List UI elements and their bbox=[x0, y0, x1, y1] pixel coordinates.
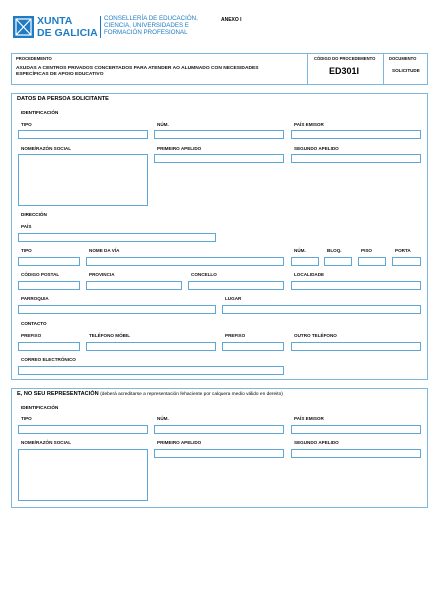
rep-tipo-field[interactable] bbox=[18, 425, 148, 434]
prefixo-2-field[interactable] bbox=[222, 342, 284, 351]
department-line-2: CIENCIA, UNIVERSIDADES E bbox=[104, 22, 189, 29]
tipo-field[interactable] bbox=[18, 130, 148, 139]
tipo-via-field[interactable] bbox=[18, 257, 80, 266]
logo-text-xunta: XUNTA bbox=[37, 15, 73, 27]
porta-field[interactable] bbox=[392, 257, 421, 266]
num-via-field[interactable] bbox=[291, 257, 319, 266]
telefono-movil-label: TELÉFONO MÓBIL bbox=[89, 333, 131, 338]
rep-tipo-label: TIPO bbox=[21, 416, 32, 421]
rep-nome-field[interactable] bbox=[18, 449, 148, 501]
concello-label: CONCELLO bbox=[191, 272, 217, 277]
correo-label: CORREO ELECTRÓNICO bbox=[21, 357, 76, 362]
rep-segundo-apelido-field[interactable] bbox=[291, 449, 421, 458]
representative-title bbox=[17, 391, 283, 397]
contacto-label: CONTACTO bbox=[21, 321, 47, 326]
prefixo-1-field[interactable] bbox=[18, 342, 80, 351]
procedure-divider-1 bbox=[307, 53, 308, 85]
tipo-via-label: TIPO bbox=[21, 248, 32, 253]
rep-pais-emisor-field[interactable] bbox=[291, 425, 421, 434]
rep-segundo-apelido-label: SEGUNDO APELIDO bbox=[294, 440, 339, 445]
provincia-field[interactable] bbox=[86, 281, 182, 290]
num-via-label: NÚM. bbox=[294, 248, 306, 253]
department-line-1: CONSELLERÍA DE EDUCACIÓN, bbox=[104, 15, 198, 22]
representative-title-text: E, NO SEU REPRESENTACIÓN bbox=[17, 391, 99, 397]
representative-identification-label: IDENTIFICACIÓN bbox=[21, 405, 59, 410]
procedure-code-value: ED301I bbox=[329, 66, 360, 76]
xunta-logo-icon bbox=[13, 16, 34, 38]
direccion-label: DIRECCIÓN bbox=[21, 212, 47, 217]
num-field[interactable] bbox=[154, 130, 284, 139]
nome-field[interactable] bbox=[18, 154, 148, 206]
rep-num-field[interactable] bbox=[154, 425, 284, 434]
bloq-label: BLOQ. bbox=[327, 248, 342, 253]
num-label: NÚM. bbox=[157, 122, 169, 127]
pais-emisor-label: PAÍS EMISOR bbox=[294, 122, 324, 127]
rep-num-label: NÚM. bbox=[157, 416, 169, 421]
piso-field[interactable] bbox=[358, 257, 386, 266]
applicant-title: DATOS DA PERSOA SOLICITANTE bbox=[17, 96, 109, 102]
pais-field[interactable] bbox=[18, 233, 216, 242]
primeiro-apelido-label: PRIMEIRO APELIDO bbox=[157, 146, 202, 151]
department-line-3: FORMACIÓN PROFESIONAL bbox=[104, 29, 188, 36]
logo-divider bbox=[100, 16, 101, 38]
prefixo-1-label: PREFIXO bbox=[21, 333, 42, 338]
concello-field[interactable] bbox=[188, 281, 284, 290]
outro-telefono-label: OUTRO TELÉFONO bbox=[294, 333, 337, 338]
correo-field[interactable] bbox=[18, 366, 284, 375]
pais-emisor-field[interactable] bbox=[291, 130, 421, 139]
procedure-divider-2 bbox=[383, 53, 384, 85]
piso-label: PISO bbox=[361, 248, 372, 253]
procedure-label: PROCEDEMENTO bbox=[16, 56, 52, 61]
telefono-movil-field[interactable] bbox=[86, 342, 216, 351]
pais-label: PAÍS bbox=[21, 224, 32, 229]
logo-text-galicia: DE GALICIA bbox=[37, 27, 98, 39]
codigo-postal-label: CÓDIGO POSTAL bbox=[21, 272, 60, 277]
codigo-postal-field[interactable] bbox=[18, 281, 80, 290]
annex-label: ANEXO I bbox=[221, 17, 242, 23]
localidade-field[interactable] bbox=[291, 281, 421, 290]
representative-note: (deberá acreditarse a representación fehaciente por calquera medio válido en dereito) bbox=[100, 392, 283, 397]
provincia-label: PROVINCIA bbox=[89, 272, 115, 277]
rep-pais-emisor-label: PAÍS EMISOR bbox=[294, 416, 324, 421]
procedure-code-label: CÓDIGO DO PROCEDEMENTO bbox=[314, 56, 376, 61]
nome-via-field[interactable] bbox=[86, 257, 284, 266]
segundo-apelido-label: SEGUNDO APELIDO bbox=[294, 146, 339, 151]
prefixo-2-label: PREFIXO bbox=[225, 333, 246, 338]
rep-primeiro-apelido-label: PRIMEIRO APELIDO bbox=[157, 440, 202, 445]
nome-via-label: NOME DA VÍA bbox=[89, 248, 120, 253]
parroquia-field[interactable] bbox=[18, 305, 216, 314]
segundo-apelido-field[interactable] bbox=[291, 154, 421, 163]
outro-telefono-field[interactable] bbox=[291, 342, 421, 351]
applicant-identification-label: IDENTIFICACIÓN bbox=[21, 110, 59, 115]
localidade-label: LOCALIDADE bbox=[294, 272, 325, 277]
tipo-label: TIPO bbox=[21, 122, 32, 127]
procedure-text-line-1: AXUDAS A CENTROS PRIVADOS CONCERTADOS PARA ATENDER AO ALUMNADO CON NECESIDADES bbox=[16, 66, 259, 71]
document-value: SOLICITUDE bbox=[392, 68, 420, 73]
lugar-field[interactable] bbox=[222, 305, 421, 314]
bloq-field[interactable] bbox=[324, 257, 352, 266]
document-label: DOCUMENTO bbox=[389, 56, 417, 61]
porta-label: PORTA bbox=[395, 248, 411, 253]
nome-label: NOME/RAZÓN SOCIAL bbox=[21, 146, 72, 151]
rep-nome-label: NOME/RAZÓN SOCIAL bbox=[21, 440, 72, 445]
lugar-label: LUGAR bbox=[225, 296, 242, 301]
procedure-text-line-2: ESPECÍFICAS DE APOIO EDUCATIVO bbox=[16, 72, 104, 77]
parroquia-label: PARROQUIA bbox=[21, 296, 49, 301]
primeiro-apelido-field[interactable] bbox=[154, 154, 284, 163]
rep-primeiro-apelido-field[interactable] bbox=[154, 449, 284, 458]
